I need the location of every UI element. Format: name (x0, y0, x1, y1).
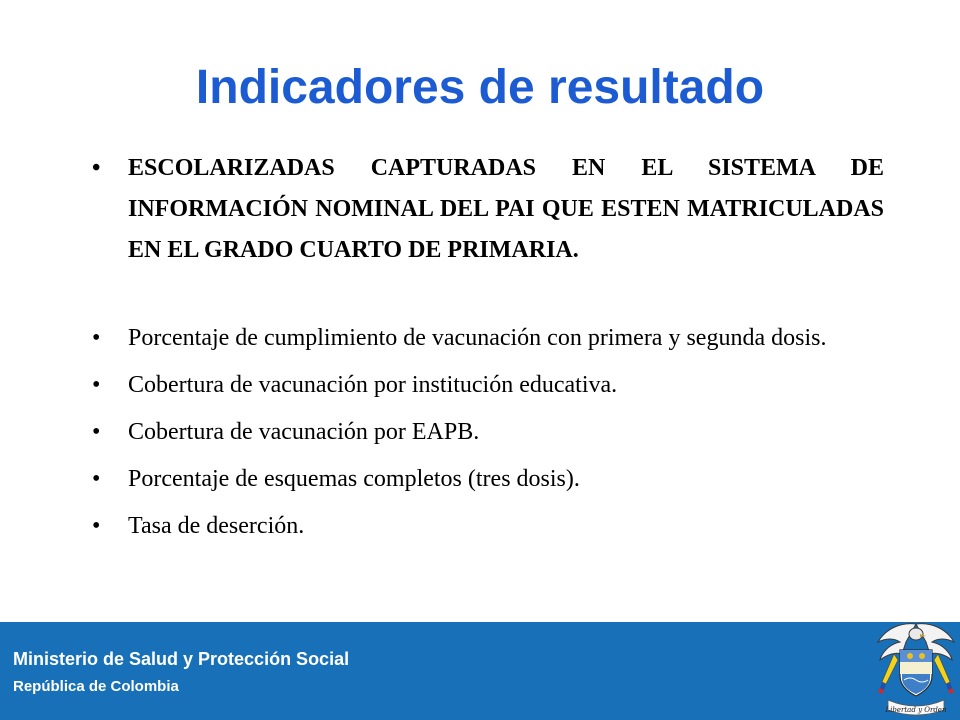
bullet-item (92, 148, 884, 271)
bullet-text: Cobertura de vacunación por EAPB. (128, 419, 480, 445)
bullet-item (92, 414, 884, 451)
bullet-glyph: • (92, 513, 101, 539)
bullet-item (92, 508, 884, 545)
bullet-glyph: • (92, 372, 101, 398)
bullet-item (92, 461, 884, 498)
bullet-glyph: • (92, 325, 101, 351)
bullet-text: Cobertura de vacunación por institución educativa. (128, 372, 618, 398)
bullet-glyph: • (92, 155, 101, 181)
emblem-motto: Libertad y Orden (885, 706, 947, 714)
ministry-name: Ministerio de Salud y Protección Social (13, 649, 350, 669)
bullet-text: Tasa de deserción. (128, 513, 305, 539)
bullet-glyph: • (92, 419, 101, 445)
bullet-text: Porcentaje de cumplimiento de vacunación con primera y segunda dosis. (128, 325, 827, 351)
bullet-item (92, 367, 884, 404)
footer-bar (0, 622, 960, 720)
bullet-item (92, 320, 884, 357)
bullet-text: Porcentaje de esquemas completos (tres dosis). (128, 466, 580, 492)
bullet-text: ESCOLARIZADAS CAPTURADAS EN EL SISTEMA DE INFORMACIÓN NOMINAL DEL PAI QUE ESTEN MATRICULADAS EN EL GRADO CUARTO DE PRIMARIA. (128, 155, 884, 263)
bullet-glyph: • (92, 466, 101, 492)
coat-of-arms-colombia-icon (872, 620, 960, 720)
slide-title: Indicadores de resultado (195, 61, 765, 114)
bullet-list (92, 148, 884, 555)
country-name: República de Colombia (13, 678, 179, 695)
